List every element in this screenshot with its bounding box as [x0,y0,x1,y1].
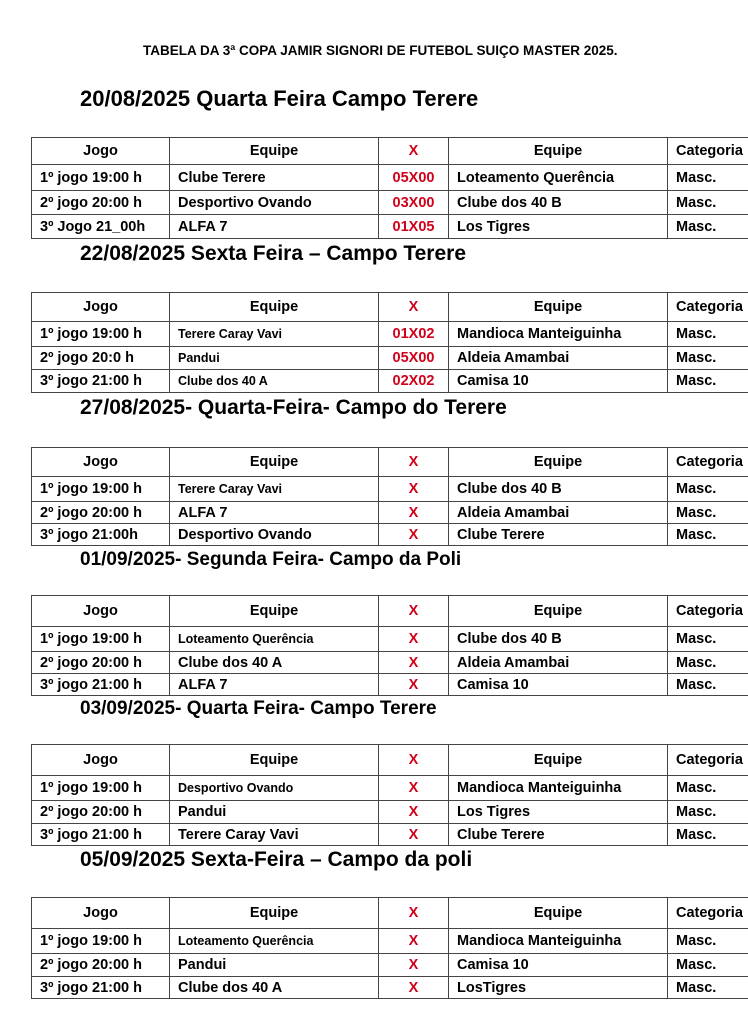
away-team-cell: Clube dos 40 B [449,191,668,215]
header-x: X [379,448,449,477]
home-team-cell: Pandui [170,954,379,977]
away-team-cell: Camisa 10 [449,954,668,977]
score-cell: X [379,652,449,674]
table-row [32,776,748,801]
home-team-cell: Clube dos 40 A [170,652,379,674]
table-header-row [32,898,748,929]
game-time-cell: 3º jogo 21:00 h [32,370,170,393]
home-team-cell: Pandui [170,801,379,824]
score-cell: 03X00 [379,191,449,215]
table-row [32,824,748,846]
home-team-cell: ALFA 7 [170,674,379,696]
game-time-cell: 1º jogo 19:00 h [32,929,170,954]
game-time-cell: 1º jogo 19:00 h [32,165,170,191]
score-cell: X [379,674,449,696]
table-row [32,954,748,977]
header-x: X [379,898,449,929]
schedule-table [31,137,748,239]
away-team-cell: Clube Terere [449,524,668,546]
home-team-cell: Desportivo Ovando [170,191,379,215]
header-equipe: Equipe [170,745,379,776]
table-row [32,524,748,546]
header-equipe: Equipe [170,138,379,165]
away-team-cell: Aldeia Amambai [449,502,668,524]
score-cell: X [379,524,449,546]
header-jogo: Jogo [32,138,170,165]
category-cell: Masc. [668,801,748,824]
header-x: X [379,745,449,776]
header-categoria: Categoria [668,293,748,322]
game-time-cell: 2º jogo 20:00 h [32,191,170,215]
category-cell: Masc. [668,165,748,191]
header-equipe: Equipe [170,448,379,477]
home-team-cell: Loteamento Querência [170,627,379,652]
away-team-cell: Aldeia Amambai [449,652,668,674]
game-time-cell: 3º Jogo 21_00h [32,215,170,239]
game-time-cell: 1º jogo 19:00 h [32,627,170,652]
score-cell: X [379,776,449,801]
score-cell: X [379,477,449,502]
header-categoria: Categoria [668,596,748,627]
table-header-row [32,138,748,165]
day-heading: 27/08/2025- Quarta-Feira- Campo do Terere [80,396,507,419]
table-row [32,977,748,999]
category-cell: Masc. [668,977,748,999]
category-cell: Masc. [668,215,748,239]
category-cell: Masc. [668,477,748,502]
table-header-row [32,448,748,477]
game-time-cell: 2º jogo 20:00 h [32,801,170,824]
game-time-cell: 1º jogo 19:00 h [32,477,170,502]
category-cell: Masc. [668,370,748,393]
document-title: TABELA DA 3ª COPA JAMIR SIGNORI DE FUTEBOL SUIÇO MASTER 2025. [143,43,618,58]
schedule-table [31,595,748,696]
header-jogo: Jogo [32,745,170,776]
category-cell: Masc. [668,502,748,524]
header-equipe: Equipe [170,898,379,929]
schedule-table [31,744,748,846]
header-x: X [379,293,449,322]
category-cell: Masc. [668,776,748,801]
category-cell: Masc. [668,191,748,215]
game-time-cell: 2º jogo 20:0 h [32,347,170,370]
home-team-cell: Loteamento Querência [170,929,379,954]
table-row [32,191,748,215]
table-row [32,215,748,239]
home-team-cell: ALFA 7 [170,215,379,239]
header-equipe-away: Equipe [449,293,668,322]
category-cell: Masc. [668,954,748,977]
away-team-cell: Los Tigres [449,801,668,824]
home-team-cell: Terere Caray Vavi [170,477,379,502]
home-team-cell: Pandui [170,347,379,370]
score-cell: X [379,954,449,977]
game-time-cell: 1º jogo 19:00 h [32,322,170,347]
away-team-cell: Camisa 10 [449,674,668,696]
game-time-cell: 3º jogo 21:00 h [32,674,170,696]
header-equipe: Equipe [170,596,379,627]
category-cell: Masc. [668,824,748,846]
score-cell: X [379,929,449,954]
header-x: X [379,138,449,165]
header-equipe-away: Equipe [449,138,668,165]
header-equipe-away: Equipe [449,448,668,477]
table-row [32,674,748,696]
home-team-cell: Clube dos 40 A [170,370,379,393]
category-cell: Masc. [668,322,748,347]
header-categoria: Categoria [668,138,748,165]
header-jogo: Jogo [32,448,170,477]
away-team-cell: Aldeia Amambai [449,347,668,370]
table-row [32,370,748,393]
score-cell: X [379,824,449,846]
away-team-cell: Clube dos 40 B [449,477,668,502]
home-team-cell: Clube dos 40 A [170,977,379,999]
schedule-table [31,292,748,393]
score-cell: X [379,502,449,524]
table-header-row [32,745,748,776]
header-jogo: Jogo [32,293,170,322]
table-row [32,347,748,370]
category-cell: Masc. [668,652,748,674]
home-team-cell: Desportivo Ovando [170,776,379,801]
header-categoria: Categoria [668,898,748,929]
game-time-cell: 3º jogo 21:00 h [32,977,170,999]
table-row [32,322,748,347]
table-row [32,627,748,652]
home-team-cell: Desportivo Ovando [170,524,379,546]
away-team-cell: Loteamento Querência [449,165,668,191]
header-equipe-away: Equipe [449,596,668,627]
table-header-row [32,596,748,627]
home-team-cell: Terere Caray Vavi [170,322,379,347]
category-cell: Masc. [668,347,748,370]
category-cell: Masc. [668,929,748,954]
category-cell: Masc. [668,627,748,652]
game-time-cell: 3º jogo 21:00h [32,524,170,546]
score-cell: X [379,627,449,652]
header-categoria: Categoria [668,448,748,477]
away-team-cell: Los Tigres [449,215,668,239]
day-heading: 20/08/2025 Quarta Feira Campo Terere [80,86,479,111]
game-time-cell: 2º jogo 20:00 h [32,502,170,524]
table-row [32,652,748,674]
home-team-cell: Terere Caray Vavi [170,824,379,846]
header-equipe-away: Equipe [449,898,668,929]
table-row [32,165,748,191]
table-row [32,929,748,954]
table-row [32,502,748,524]
score-cell: X [379,977,449,999]
header-equipe: Equipe [170,293,379,322]
away-team-cell: Camisa 10 [449,370,668,393]
header-jogo: Jogo [32,596,170,627]
score-cell: 01X02 [379,322,449,347]
score-cell: 05X00 [379,165,449,191]
home-team-cell: ALFA 7 [170,502,379,524]
home-team-cell: Clube Terere [170,165,379,191]
day-heading: 03/09/2025- Quarta Feira- Campo Terere [80,698,437,719]
away-team-cell: Mandioca Manteiguinha [449,776,668,801]
header-x: X [379,596,449,627]
table-row [32,477,748,502]
game-time-cell: 2º jogo 20:00 h [32,652,170,674]
day-heading: 01/09/2025- Segunda Feira- Campo da Poli [80,549,462,570]
table-header-row [32,293,748,322]
away-team-cell: LosTigres [449,977,668,999]
table-row [32,801,748,824]
score-cell: 01X05 [379,215,449,239]
category-cell: Masc. [668,674,748,696]
header-categoria: Categoria [668,745,748,776]
day-heading: 22/08/2025 Sexta Feira – Campo Terere [80,242,467,265]
day-heading: 05/09/2025 Sexta-Feira – Campo da poli [80,848,473,871]
game-time-cell: 2º jogo 20:00 h [32,954,170,977]
game-time-cell: 3º jogo 21:00 h [32,824,170,846]
score-cell: X [379,801,449,824]
score-cell: 05X00 [379,347,449,370]
away-team-cell: Mandioca Manteiguinha [449,929,668,954]
away-team-cell: Mandioca Manteiguinha [449,322,668,347]
category-cell: Masc. [668,524,748,546]
header-jogo: Jogo [32,898,170,929]
away-team-cell: Clube dos 40 B [449,627,668,652]
score-cell: 02X02 [379,370,449,393]
away-team-cell: Clube Terere [449,824,668,846]
header-equipe-away: Equipe [449,745,668,776]
game-time-cell: 1º jogo 19:00 h [32,776,170,801]
schedule-table [31,447,748,546]
schedule-table [31,897,748,999]
